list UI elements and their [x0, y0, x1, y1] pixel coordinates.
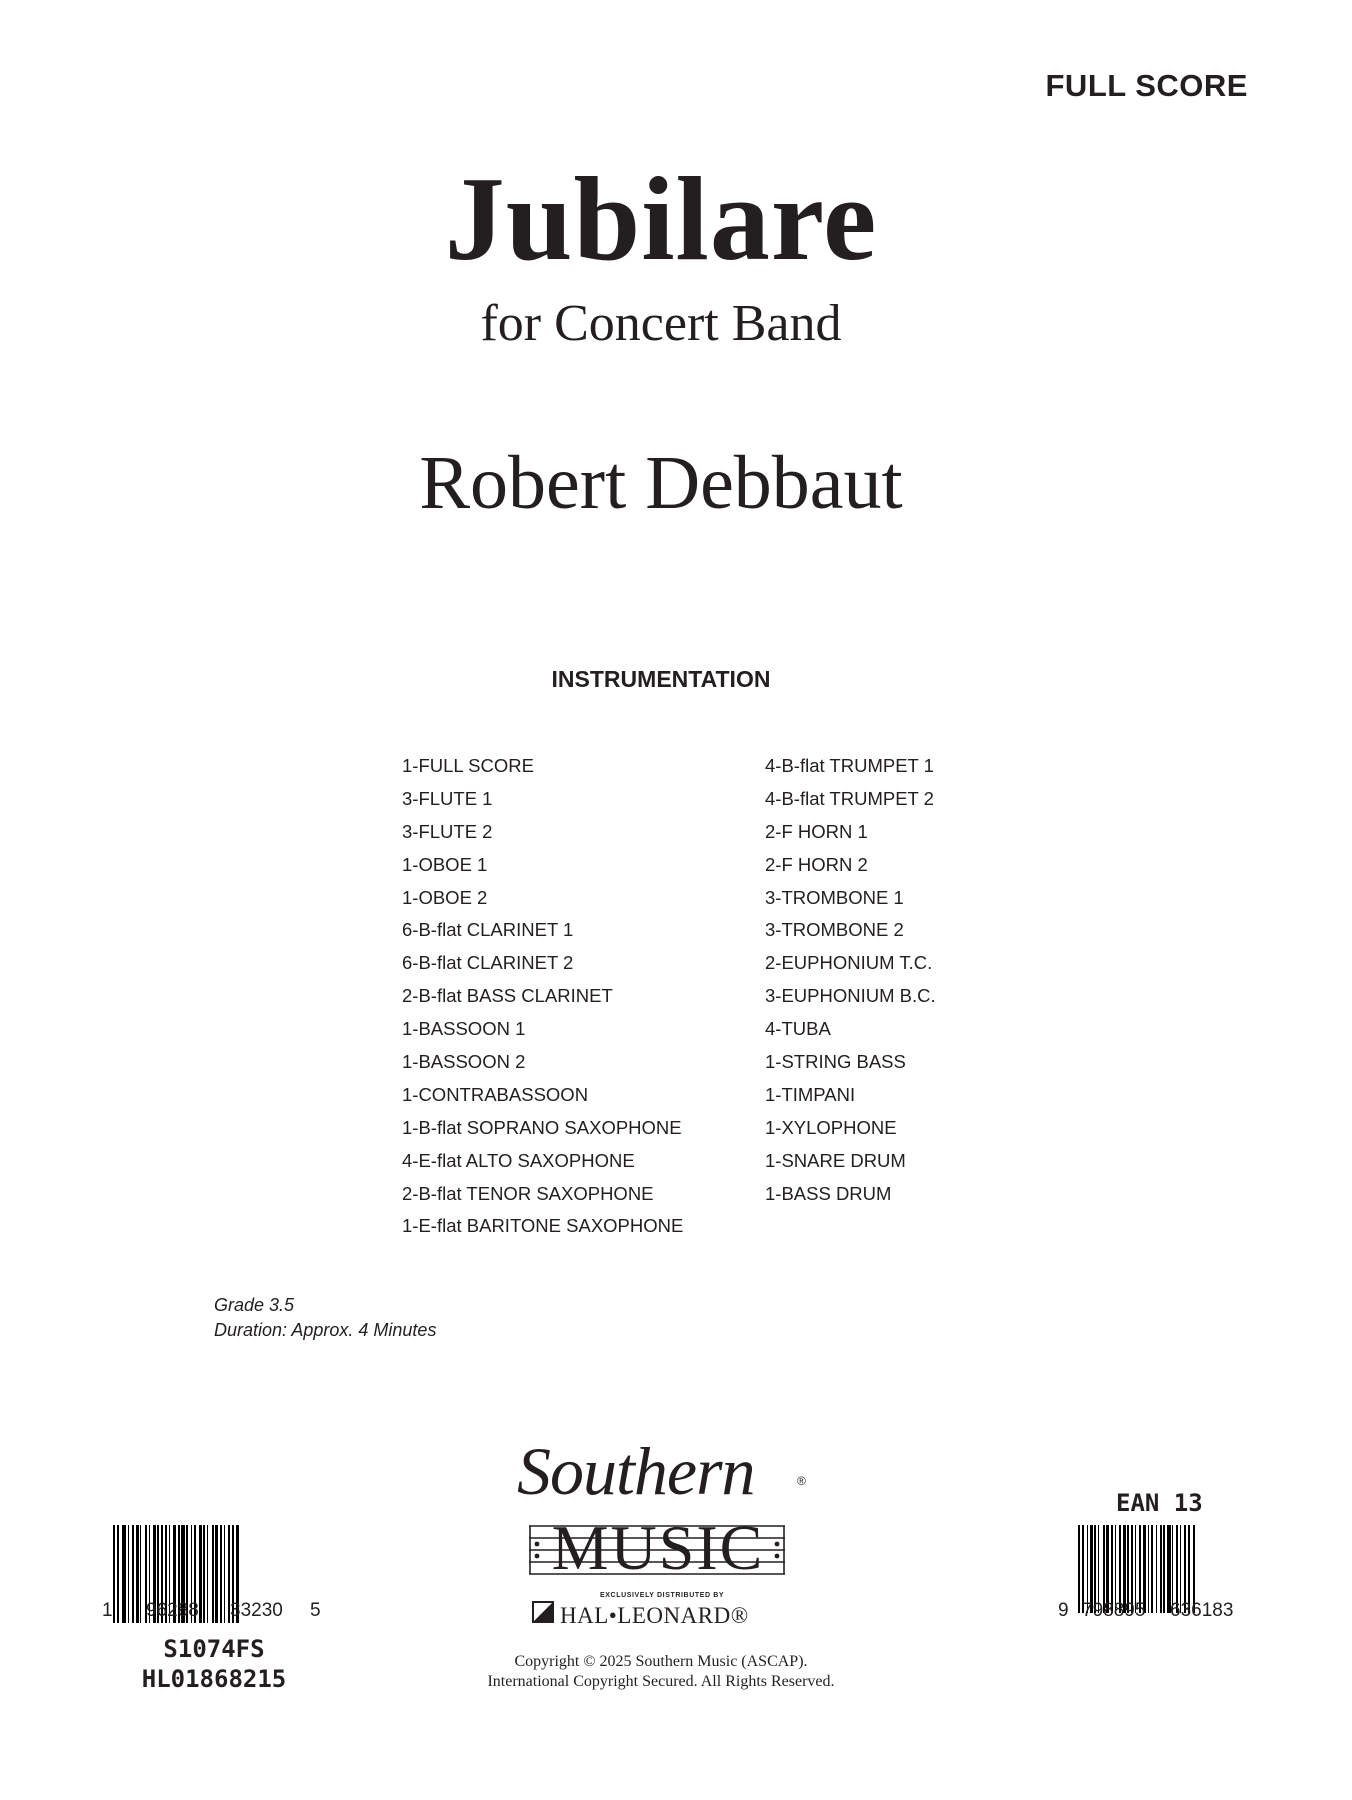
copyright-line: Copyright © 2025 Southern Music (ASCAP).	[514, 1653, 808, 1670]
instrument-part: 6-B-flat CLARINET 1	[402, 919, 574, 941]
instrument-part: 1-CONTRABASSOON	[402, 1083, 589, 1105]
piece-title: Jubilare	[444, 152, 878, 285]
hal-leonard-logo-icon	[532, 1601, 554, 1623]
instrument-part: 3-FLUTE 2	[402, 820, 493, 842]
instrument-part: 1-OBOE 2	[402, 886, 488, 908]
instrument-part: 1-E-flat BARITONE SAXOPHONE	[402, 1215, 684, 1237]
catalog-number: S1074FS	[163, 1635, 265, 1663]
copyright-notice	[0, 1652, 1322, 1692]
registered-mark: ®	[797, 1474, 806, 1488]
instrumentation-left-column	[402, 750, 683, 1243]
duration-text: Duration: Approx. 4 Minutes	[214, 1320, 437, 1340]
instrument-part: 2-B-flat TENOR SAXOPHONE	[402, 1182, 654, 1204]
instrument-part: 4-E-flat ALTO SAXOPHONE	[402, 1149, 635, 1171]
piece-subtitle: for Concert Band	[480, 295, 842, 352]
instrument-part: 2-EUPHONIUM T.C.	[765, 952, 933, 974]
instrument-part: 2-F HORN 2	[765, 853, 868, 875]
instrument-part: 3-FLUTE 1	[402, 787, 493, 809]
instrument-part: 4-B-flat TRUMPET 1	[765, 755, 934, 776]
upc-digit-group: 1	[102, 1600, 113, 1621]
instrument-part: 3-TROMBONE 1	[765, 886, 904, 908]
ean-digit-group: 798895	[1082, 1600, 1146, 1621]
ean-digit-group: 636183	[1170, 1600, 1234, 1621]
instrument-part: 1-BASS DRUM	[765, 1182, 892, 1204]
instrument-part: 1-BASSOON 2	[402, 1051, 526, 1073]
upc-digit-group: 5	[310, 1600, 321, 1621]
distributor-name: HAL•LEONARD®	[560, 1603, 749, 1628]
instrument-part: 3-EUPHONIUM B.C.	[765, 985, 936, 1007]
distribution-note: EXCLUSIVELY DISTRIBUTED BY	[600, 1592, 725, 1599]
instrument-part: 1-TIMPANI	[765, 1083, 856, 1105]
southern-wordmark: Southern	[517, 1433, 755, 1509]
instrumentation-heading: INSTRUMENTATION	[551, 666, 771, 692]
instrument-part: 1-XYLOPHONE	[765, 1116, 897, 1138]
upc-digit-group: 96288	[146, 1600, 199, 1621]
hl-number: HL01868215	[141, 1665, 287, 1693]
instrument-part: 1-B-flat SOPRANO SAXOPHONE	[402, 1116, 682, 1138]
instrumentation-right-column	[765, 750, 936, 1210]
copyright-line: International Copyright Secured. All Rights Reserved.	[487, 1673, 835, 1690]
instrument-part: 1-FULL SCORE	[402, 755, 534, 776]
music-wordmark: MUSIC	[551, 1512, 765, 1583]
ean-digit-group: 9	[1058, 1600, 1069, 1621]
upc-digit-group: 33230	[230, 1600, 283, 1621]
instrument-part: 2-F HORN 1	[765, 820, 868, 842]
edition-label: FULL SCORE	[1045, 68, 1248, 103]
instrument-part: 1-OBOE 1	[402, 853, 488, 875]
instrument-part: 4-B-flat TRUMPET 2	[765, 787, 934, 809]
instrument-part: 3-TROMBONE 2	[765, 919, 904, 941]
grade-and-duration	[214, 1293, 436, 1343]
instrument-part: 1-SNARE DRUM	[765, 1149, 906, 1171]
instrument-part: 2-B-flat BASS CLARINET	[402, 985, 613, 1007]
composer-name: Robert Debbaut	[419, 441, 903, 525]
grade-text: Grade 3.5	[214, 1295, 295, 1315]
ean-label: EAN 13	[1116, 1489, 1203, 1517]
instrument-part: 6-B-flat CLARINET 2	[402, 952, 574, 974]
instrument-part: 1-BASSOON 1	[402, 1018, 526, 1040]
instrument-part: 1-STRING BASS	[765, 1051, 906, 1073]
instrument-part: 4-TUBA	[765, 1018, 831, 1040]
